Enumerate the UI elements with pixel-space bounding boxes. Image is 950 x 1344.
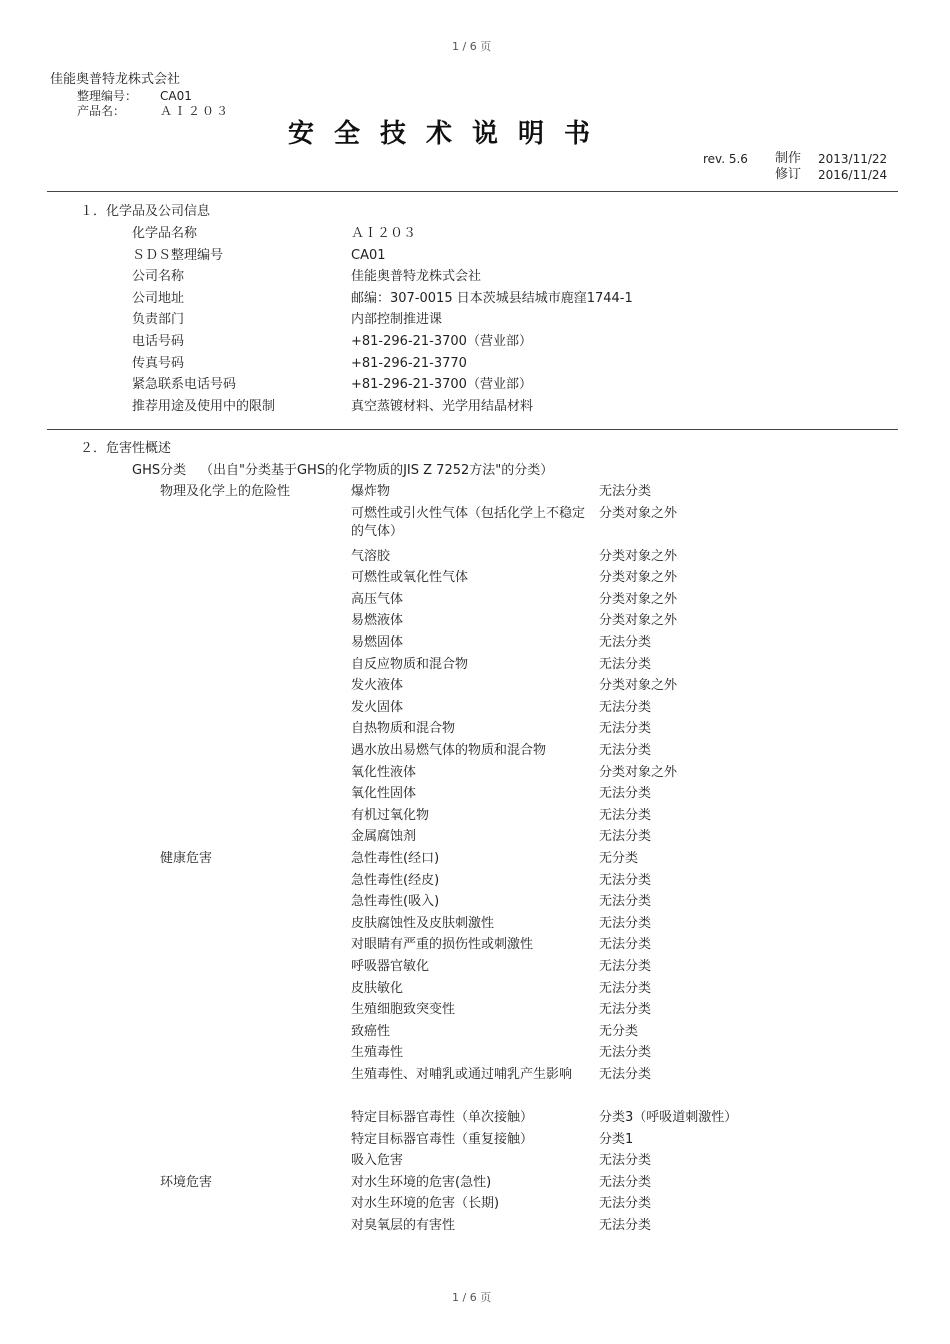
header-product-label: 产品名：: [77, 104, 126, 118]
hazard-item: 特定目标器官毒性（重复接触）: [351, 1131, 534, 1147]
hazard-row: [0, 807, 950, 825]
hazard-classification: 无法分类: [599, 807, 652, 823]
hazard-row: [0, 742, 950, 760]
hazard-item: 氧化性固体: [351, 786, 417, 802]
info-label: 公司地址: [132, 290, 185, 306]
hazard-classification: 分类对象之外: [599, 613, 678, 629]
info-row: [0, 290, 950, 308]
info-value: 邮编：307-0015 日本茨城县结城市鹿窪1744-1: [351, 290, 633, 306]
hazard-row: [0, 1217, 950, 1235]
info-row: [0, 333, 950, 351]
info-label: 传真号码: [132, 355, 185, 371]
hazard-classification: 分类对象之外: [599, 678, 678, 694]
hazard-row: [0, 1152, 950, 1170]
hazard-row: [0, 1044, 950, 1062]
made-label: 制作: [775, 151, 802, 166]
hazard-classification: 分类对象之外: [599, 548, 678, 564]
hazard-group: 物理及化学上的危险性: [160, 484, 291, 499]
hazard-row: [0, 1131, 950, 1149]
hazard-classification: 无法分类: [599, 894, 652, 910]
hazard-row: [0, 1174, 950, 1192]
header-ref-label: 整理编号：: [77, 89, 138, 103]
hazard-row: [0, 958, 950, 976]
document-title: 安全技术说明书: [288, 119, 611, 149]
hazard-row: [0, 1023, 950, 1041]
hazard-classification: 无法分类: [599, 656, 652, 672]
hazard-item: 金属腐蚀剂: [351, 829, 417, 845]
hazard-item: 爆炸物: [351, 484, 391, 499]
header-company: 佳能奥普特龙株式会社: [50, 72, 181, 87]
hazard-classification: 无分类: [599, 851, 639, 866]
hazard-classification: 无法分类: [599, 1002, 652, 1018]
hazard-classification: 无法分类: [599, 937, 652, 953]
made-date: 2013/11/22: [818, 152, 888, 166]
hazard-item: 高压气体: [351, 591, 404, 607]
hazard-item: 致癌性: [351, 1023, 391, 1039]
hazard-row: [0, 828, 950, 846]
hazard-item: 自反应物质和混合物: [351, 656, 469, 672]
hazard-classification: 无法分类: [599, 959, 652, 974]
info-row: [0, 268, 950, 286]
hazard-item: 对水生环境的危害(急性): [351, 1174, 492, 1190]
hazard-item: 吸入危害: [351, 1153, 404, 1169]
info-row: [0, 376, 950, 394]
hazard-classification: 无法分类: [599, 743, 652, 758]
info-label: 负责部门: [132, 312, 185, 328]
hazard-classification: 分类1: [599, 1131, 634, 1147]
hazard-item: 特定目标器官毒性（单次接触）: [351, 1110, 534, 1125]
info-value: ＡＩ２０３: [351, 226, 417, 241]
hazard-row: [0, 915, 950, 933]
info-label: 电话号码: [132, 334, 185, 349]
hazard-row: [0, 548, 950, 566]
section1-heading: １．化学品及公司信息: [80, 204, 211, 219]
hazard-row: [0, 505, 950, 545]
hazard-classification: 无法分类: [599, 1045, 652, 1061]
hazard-row: [0, 1195, 950, 1213]
divider: [47, 191, 898, 192]
hazard-item: 对水生环境的危害（长期): [351, 1196, 500, 1212]
hazard-row: [0, 893, 950, 911]
hazard-classification: 分类对象之外: [599, 764, 678, 780]
hazard-item: 生殖毒性: [351, 1045, 404, 1061]
hazard-row: [0, 850, 950, 868]
hazard-classification: 无法分类: [599, 1174, 652, 1190]
hazard-item: 发火液体: [351, 678, 404, 694]
hazard-item: 有机过氧化物: [351, 807, 430, 823]
hazard-classification: 分类对象之外: [599, 505, 678, 521]
info-value: CA01: [351, 247, 386, 263]
revised-label: 修订: [775, 167, 802, 182]
page-number-top: 1 / 6 页: [452, 40, 492, 53]
hazard-row: [0, 634, 950, 652]
hazard-item: 急性毒性(经口): [351, 851, 440, 866]
hazard-row: [0, 1109, 950, 1127]
info-row: [0, 225, 950, 243]
hazard-classification: 无法分类: [599, 1067, 652, 1082]
hazard-item: 皮肤敏化: [351, 980, 404, 996]
hazard-classification: 无法分类: [599, 635, 652, 650]
info-row: [0, 247, 950, 265]
hazard-item: 生殖毒性、对哺乳或通过哺乳产生影响: [351, 1067, 573, 1082]
page-number-bottom: 1 / 6 页: [452, 1291, 492, 1304]
ghs-note: （出自"分类基于GHS的化学物质的JIS Z 7252方法"的分类）: [200, 463, 554, 478]
hazard-row: [0, 1001, 950, 1019]
hazard-item: 易燃固体: [351, 635, 404, 650]
hazard-classification: 无法分类: [599, 980, 652, 996]
hazard-item: 对眼睛有严重的损伤性或刺激性: [351, 937, 534, 953]
hazard-row: [0, 936, 950, 954]
divider: [47, 429, 898, 430]
hazard-classification: 无法分类: [599, 721, 652, 737]
hazard-item: 急性毒性(吸入): [351, 894, 440, 910]
hazard-classification: 无法分类: [599, 1196, 652, 1212]
info-value: +81-296-21-3770: [351, 355, 467, 371]
hazard-classification: 无法分类: [599, 872, 652, 888]
header-ref-value: CA01: [160, 89, 192, 103]
hazard-classification: 无法分类: [599, 829, 652, 845]
hazard-item: 遇水放出易燃气体的物质和混合物: [351, 743, 547, 758]
hazard-row: [0, 677, 950, 695]
hazard-item: 可燃性或引火性气体（包括化学上不稳定的气体）: [351, 505, 586, 539]
hazard-item: 生殖细胞致突变性: [351, 1002, 456, 1018]
hazard-item: 氧化性液体: [351, 764, 417, 780]
hazard-row: [0, 699, 950, 717]
info-row: [0, 398, 950, 416]
hazard-classification: 分类对象之外: [599, 570, 678, 586]
info-label: 推荐用途及使用中的限制: [132, 398, 276, 414]
hazard-classification: 无分类: [599, 1023, 639, 1039]
info-label: 公司名称: [132, 269, 185, 285]
hazard-classification: 无法分类: [599, 699, 652, 715]
hazard-row: [0, 612, 950, 630]
hazard-item: 可燃性或氧化性气体: [351, 570, 469, 586]
hazard-row: [0, 656, 950, 674]
hazard-row: [0, 483, 950, 501]
hazard-item: 发火固体: [351, 699, 404, 715]
hazard-classification: 无法分类: [599, 1218, 652, 1233]
revision-number: rev. 5.6: [703, 152, 748, 166]
revised-date: 2016/11/24: [818, 168, 888, 182]
info-value: +81-296-21-3700（营业部）: [351, 334, 532, 349]
header-product-value: ＡＩ２０３: [160, 104, 231, 118]
hazard-group: 健康危害: [160, 851, 213, 866]
info-label: 化学品名称: [132, 226, 198, 241]
info-value: +81-296-21-3700（营业部）: [351, 377, 532, 393]
info-row: [0, 355, 950, 373]
info-row: [0, 311, 950, 329]
hazard-classification: 无法分类: [599, 915, 652, 931]
info-value: 内部控制推进课: [351, 312, 443, 328]
hazard-row: [0, 872, 950, 890]
info-value: 佳能奥普特龙株式会社: [351, 269, 482, 285]
hazard-classification: 无法分类: [599, 786, 652, 802]
hazard-item: 自热物质和混合物: [351, 721, 456, 737]
hazard-row: [0, 591, 950, 609]
hazard-group: 环境危害: [160, 1174, 213, 1190]
hazard-row: [0, 1066, 950, 1106]
hazard-row: [0, 980, 950, 998]
hazard-classification: 无法分类: [599, 1153, 652, 1169]
section2-heading: ２．危害性概述: [80, 441, 172, 456]
hazard-classification: 无法分类: [599, 484, 652, 499]
hazard-classification: 分类对象之外: [599, 591, 678, 607]
hazard-row: [0, 569, 950, 587]
hazard-item: 呼吸器官敏化: [351, 959, 430, 974]
hazard-item: 急性毒性(经皮): [351, 872, 440, 888]
hazard-item: 皮肤腐蚀性及皮肤刺激性: [351, 915, 495, 931]
hazard-item: 对臭氧层的有害性: [351, 1218, 456, 1233]
info-label: ＳＤＳ整理编号: [132, 247, 224, 263]
hazard-classification: 分类3（呼吸道刺激性）: [599, 1110, 738, 1125]
hazard-row: [0, 785, 950, 803]
hazard-row: [0, 764, 950, 782]
hazard-item: 气溶胶: [351, 548, 391, 564]
ghs-label: GHS分类: [132, 463, 187, 478]
info-label: 紧急联系电话号码: [132, 377, 237, 393]
hazard-item: 易燃液体: [351, 613, 404, 629]
hazard-row: [0, 720, 950, 738]
info-value: 真空蒸镀材料、光学用结晶材料: [351, 398, 534, 414]
